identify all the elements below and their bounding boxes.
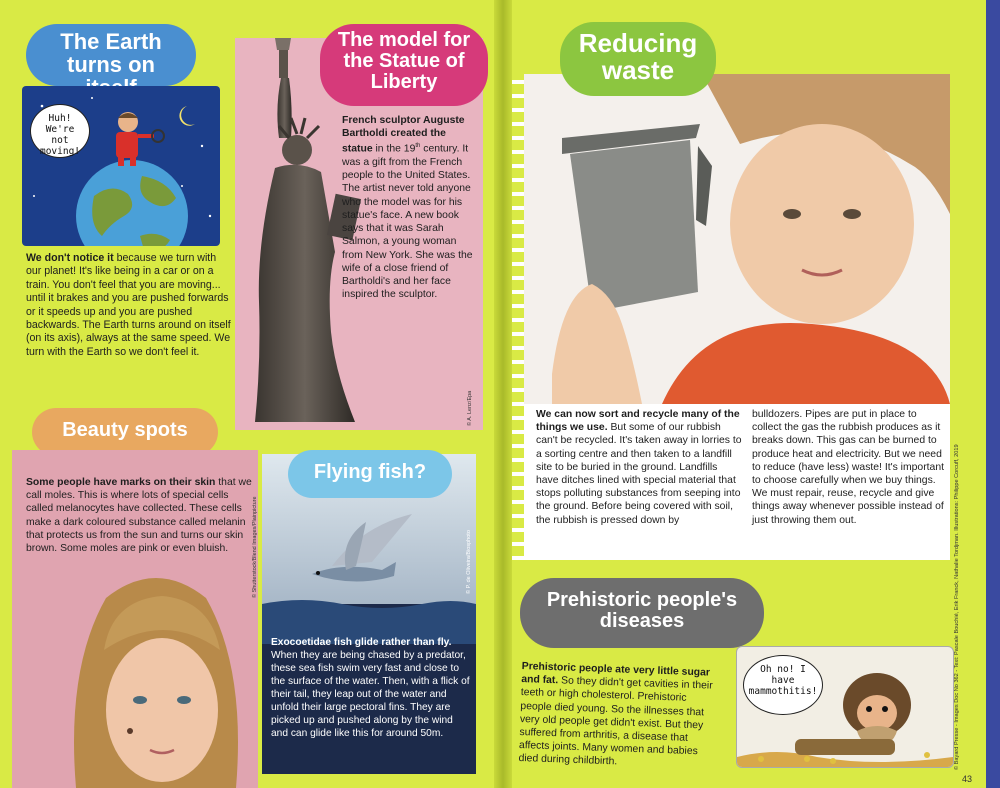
beauty-body: that we call moles. This is where lots of special cells called melanocytes have collected. These cells make a dark coloured substance called melanin that protects us from the sun and turns our skin brown. Some moles are pink or even bluish. [26,477,252,555]
waste-lead: We can now sort and recycle many of the things we use. [536,409,740,434]
liberty-credit: © A. Lenz/Epa [467,390,473,426]
page-gutter [494,0,512,788]
cartoon-man [116,112,164,166]
prehistoric-body: So they didn't get cavities in their teeth or high cholesterol. Prehistoric people died young. So the illnesses that very old people get didn't exist. But they suffered from arthritis, a disease that affects joints. Many women and babies died during childbirth. [518,675,713,768]
prehistoric-text [518,660,718,772]
side-credit: © Bayard Presse - Images Doc No 362 - Text: Pascale Bouchié, Erik Franck, Nathalie Tordjman. Illustrations: Philippe Corcuff, 2019 [954,444,960,770]
beauty-text [26,476,252,555]
earth-body: because we turn with our planet! It's like being in a car or on a train. You don't feel that you are moving... until it brakes and you are pushed forwards or it speeds up and you are pushed backwards. The Earth turns around on itself (on its axis), always at the same speed. We turn with the Earth so we don't feel it. [26,252,231,358]
spiral-binding [512,70,524,560]
waste-col2: bulldozers. Pipes are put in place to collect the gas the rubbish produces as it breaks down. This gas can be burned to produce heat and electricity. But we need to reduce (have less) waste! It's important to choose carefully when we buy things. We must repair, reuse, recycle and give things away whenever possible instead of just throwing them out. [752,409,944,526]
waste-body-1: But some of our rubbish can't be recycled. It's taken away in lorries to a sorting centre and then taken to a landfill site to be buried in the ground. Landfills have ditches lined with special material that stops polluting substances from seeping into the ground. Before being covered with soil, the rubbish is pressed down by [536,422,742,526]
liberty-body: century. It was a gift from the French people to the United States. The artist never told anyone who the model was for his statue's face. A new book says that it was Sarah Salmon, a young woman from New York. She was the wife of a close friend of Bartholdi's and her face inspired the sculptor. [342,143,473,301]
earth-title: The Earth turns on [26,24,196,86]
fish-credit: © P. de Oliveira/Biosphoto [466,530,472,594]
fish-text [271,636,471,740]
page-edge [986,0,1000,788]
liberty-lead: French sculptor Auguste Bartholdi created the statue [342,115,465,155]
liberty-title: The model for the Statue of Liberty [320,24,488,106]
prehistoric-illustration [736,646,954,768]
page-number: 43 [962,774,973,784]
fish-body: When they are being chased by a predator, these sea fish swim very fast and close to the surface of the water. Then, with a flick of their tail, they leap out of the water and unfold their large pectoral fins. They are picked up and pushed along by the wind and can glide like this for around 50m. [271,650,470,739]
earth-text [26,252,231,359]
beauty-title: Beauty spots [32,408,218,456]
fish-lead: Exocoetidae fish glide rather than fly. [271,637,452,648]
fish-title: Flying fish? [288,450,452,498]
prehistoric-lead: Prehistoric people ate very little sugar and fat. [521,660,711,687]
earth-speech-bubble: Huh! We're not moving! [30,104,90,158]
moon-icon [179,106,195,126]
earth-lead: We don't notice it [26,252,114,264]
beauty-lead: Some people have marks on their skin [26,477,216,488]
mole-icon [127,728,133,734]
prehistoric-speech-bubble: Oh no! I have mammothitis! [743,655,823,715]
waste-col1 [536,408,742,527]
earth-illustration [22,86,220,246]
girl-with-bin-image [522,74,950,404]
waste-title: Reducing waste [560,22,716,96]
liberty-text: French sculptor Auguste Bartholdi created the statue in the 19th century. It was a gift from the French people to the United States. The artist never told anyone who the model was for his statue's face. A new book says that it was Sarah Salmon, a young woman from New York. She was the wife of a close friend of Bartholdi's and her face inspired the sculptor. [342,115,473,301]
prehistoric-title: Prehistoric people's diseases [520,578,764,648]
beauty-credit: © Shutterstock/Blend Images/Plainpicture [252,496,258,598]
